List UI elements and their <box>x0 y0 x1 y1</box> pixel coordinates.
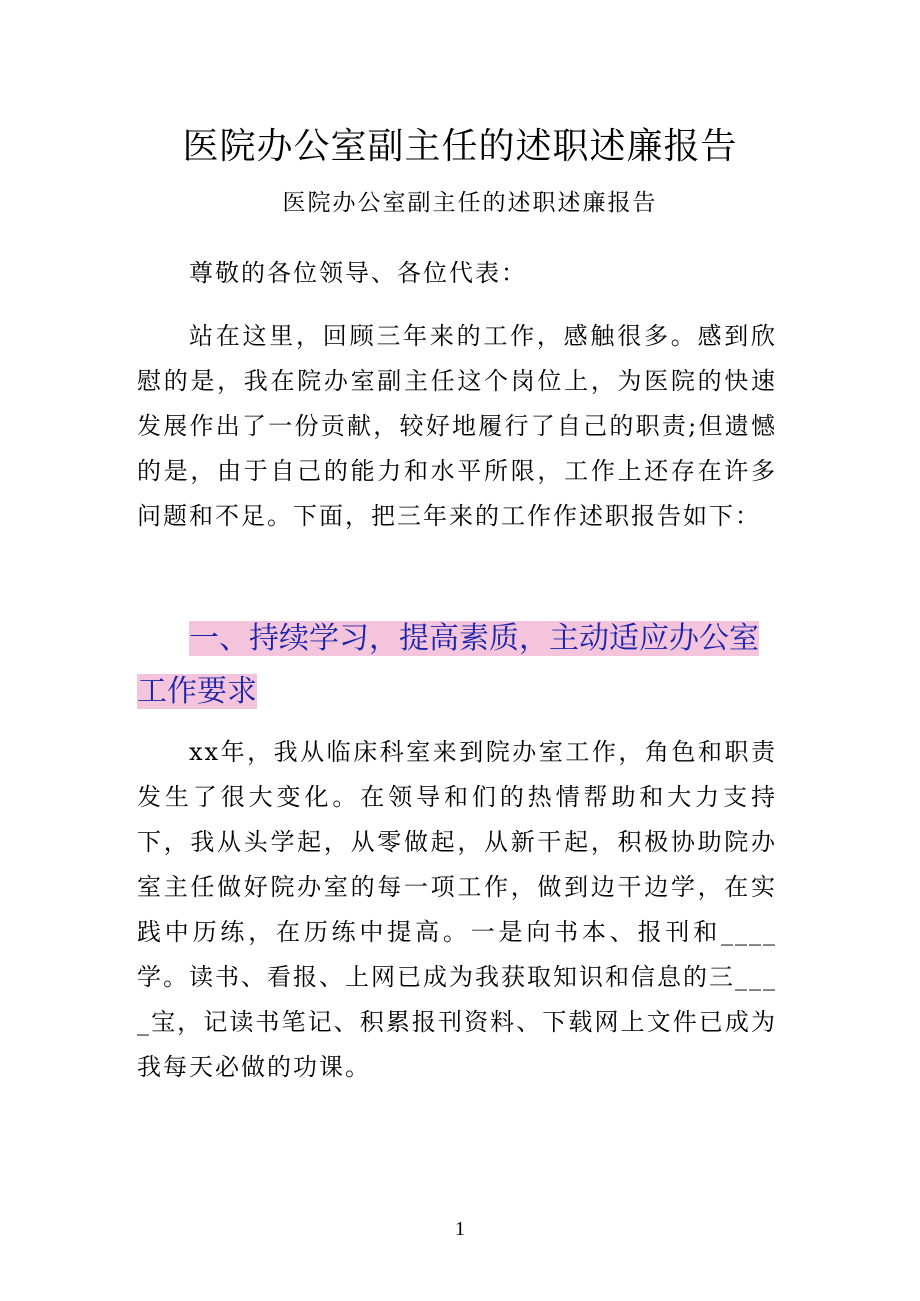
page-number: 1 <box>455 1218 465 1240</box>
paragraph-intro: 站在这里，回顾三年来的工作，感触很多。感到欣慰的是，我在院办室副主任这个岗位上，为医院的快速发展作出了一份贡献，较好地履行了自己的职责;但遗憾的是，由于自己的能力和水平所限，工作上还存在许多问题和不足。下面，把三年来的工作作述职报告如下： <box>137 322 777 530</box>
document-subtitle: 医院办公室副主任的述职述廉报告 <box>282 190 658 216</box>
section-heading-1 <box>137 612 777 718</box>
document-title: 医院办公室副主任的述职述廉报告 <box>182 126 738 167</box>
greeting: 尊敬的各位领导、各位代表： <box>189 259 527 287</box>
section-heading-1-text: 一、持续学习，提高素质，主动适应办公室工作要求 <box>137 621 759 709</box>
paragraph-section-1: xx年，我从临床科室来到院办室工作，角色和职责发生了很大变化。在领导和们的热情帮助和大力支持下，我从头学起，从零做起，从新干起，积极协助院办室主任做好院办室的每一项工作，做到边干边学，在实践中历练，在历练中提高。一是向书本、报刊和____学。读书、看报、上网已成为我获取知识和信息的三____宝，记读书笔记、积累报刊资料、下载网上文件已成为我每天必做的功课。 <box>137 738 777 1081</box>
